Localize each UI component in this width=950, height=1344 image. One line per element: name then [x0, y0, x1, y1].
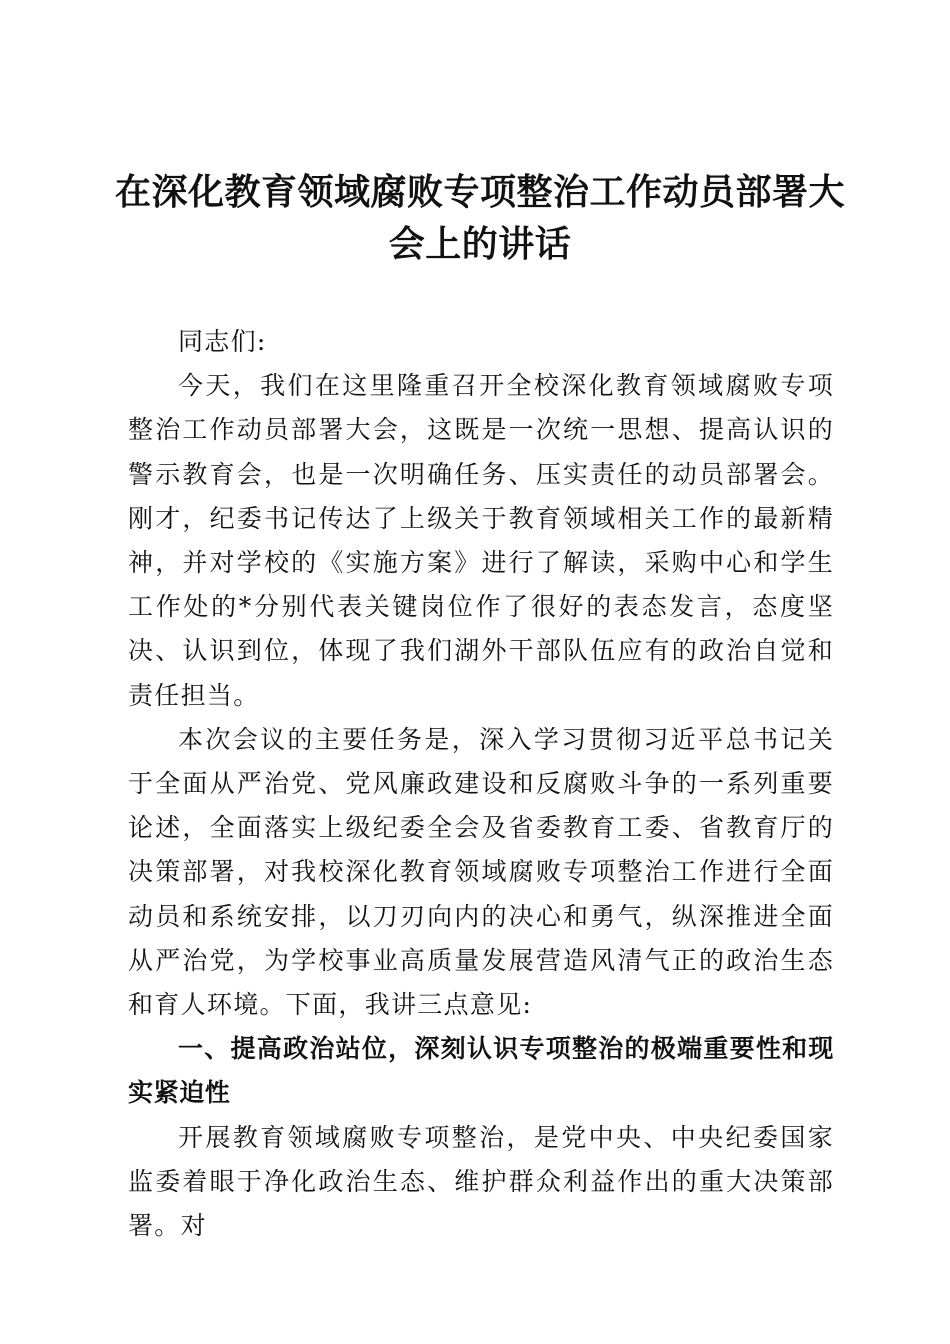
document-title: 在深化教育领域腐败专项整治工作动员部署大会上的讲话	[114, 171, 845, 265]
document-body	[128, 320, 834, 1248]
section-heading: 一、提高政治站位，深刻认识专项整治的极端重要性和现实紧迫性	[128, 1034, 834, 1108]
salutation: 同志们:	[178, 327, 267, 356]
section-paragraph: 开展教育领域腐败专项整治，是党中央、中央纪委国家监委着眼于净化政治生态、维护群众利益作出的重大决策部署。对	[128, 1122, 834, 1241]
body-paragraph: 今天，我们在这里隆重召开全校深化教育领域腐败专项整治工作动员部署大会，这既是一次统一思想、提高认识的警示教育会，也是一次明确任务、压实责任的动员部署会。刚才，纪委书记传达了上级关于教育领域相关工作的最新精神，并对学校的《实施方案》进行了解读，采购中心和学生工作处的*分别代表关键岗位作了很好的表态发言，态度坚决、认识到位，体现了我们湖外干部队伍应有的政治自觉和责任担当。	[128, 371, 834, 710]
body-paragraph: 本次会议的主要任务是，深入学习贯彻习近平总书记关于全面从严治党、党风廉政建设和反腐败斗争的一系列重要论述，全面落实上级纪委全会及省委教育工委、省教育厅的决策部署，对我校深化教育领域腐败专项整治工作进行全面动员和系统安排，以刀刃向内的决心和勇气，纵深推进全面从严治党，为学校事业高质量发展营造风清气正的政治生态和育人环境。下面，我讲三点意见:	[128, 724, 834, 1020]
